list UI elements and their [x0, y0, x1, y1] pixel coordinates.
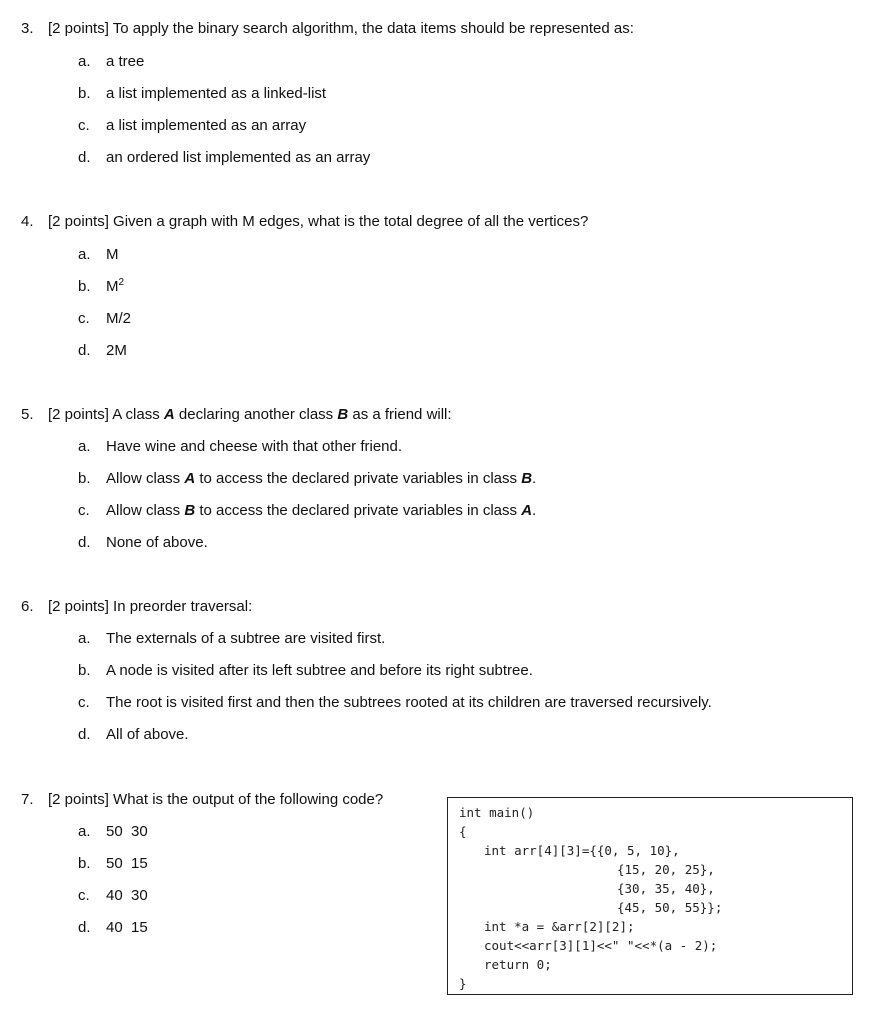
code-line: {15, 20, 25},: [617, 862, 715, 877]
code-line: }: [459, 976, 467, 991]
option-text: a list implemented as a linked-list: [106, 85, 327, 102]
code-line: {: [459, 824, 467, 839]
option-letter: d.: [78, 726, 91, 743]
option-letter: d.: [78, 342, 91, 359]
question-number: 6.: [21, 598, 34, 615]
question-7: [21, 790, 383, 810]
question-prompt: [2 points] To apply the binary search algorithm, the data items should be represented as:: [48, 20, 634, 37]
option-text: Allow class: [106, 470, 185, 487]
code-line: cout<<arr[3][1]<<" "<<*(a - 2);: [484, 938, 718, 953]
question-prompt: [2 points] What is the output of the following code?: [48, 791, 384, 808]
prompt-text: declaring another class: [174, 406, 338, 423]
superscript: 2: [118, 277, 125, 288]
option-5c[interactable]: [78, 501, 536, 521]
option-6a[interactable]: [78, 629, 385, 649]
code-line: {45, 50, 55}};: [617, 900, 723, 915]
option-7b[interactable]: [78, 854, 148, 874]
option-text: M/2: [106, 310, 132, 327]
code-box: [447, 797, 853, 995]
option-letter: c.: [78, 887, 90, 904]
option-4d[interactable]: [78, 341, 127, 361]
option-letter: c.: [78, 502, 90, 519]
class-name: A: [184, 470, 196, 487]
option-letter: d.: [78, 149, 91, 166]
option-letter: b.: [78, 855, 91, 872]
question-number: 7.: [21, 791, 34, 808]
prompt-text: [2 points] A class: [48, 406, 164, 423]
class-name: A: [163, 406, 175, 423]
option-letter: d.: [78, 919, 91, 936]
option-letter: a.: [78, 438, 91, 455]
option-text: a tree: [106, 53, 145, 70]
option-letter: b.: [78, 470, 91, 487]
option-5d[interactable]: [78, 533, 208, 553]
option-text: 40 30: [106, 887, 148, 904]
option-letter: d.: [78, 534, 91, 551]
option-6d[interactable]: [78, 725, 189, 745]
option-text: .: [532, 502, 537, 519]
option-letter: a.: [78, 630, 91, 647]
option-text: a list implemented as an array: [106, 117, 307, 134]
option-text: 2M: [106, 342, 127, 359]
option-3c[interactable]: [78, 116, 306, 136]
option-6b[interactable]: [78, 661, 533, 681]
option-4b[interactable]: [78, 277, 124, 297]
code-line: int arr[4][3]={{0, 5, 10},: [484, 843, 680, 858]
option-letter: c.: [78, 117, 90, 134]
class-name: B: [184, 502, 196, 519]
option-text: to access the declared private variables in class: [195, 502, 522, 519]
option-text: Have wine and cheese with that other friend.: [106, 438, 403, 455]
option-5b[interactable]: [78, 469, 536, 489]
code-line: int main(): [459, 805, 535, 820]
code-line: int *a = &arr[2][2];: [484, 919, 635, 934]
option-text: to access the declared private variables in class: [195, 470, 522, 487]
option-letter: a.: [78, 823, 91, 840]
option-text: All of above.: [106, 726, 189, 743]
question-prompt: [2 points] Given a graph with M edges, what is the total degree of all the vertices?: [48, 213, 589, 230]
code-line: {30, 35, 40},: [617, 881, 715, 896]
question-number: 4.: [21, 213, 34, 230]
option-letter: c.: [78, 310, 90, 327]
option-text: an ordered list implemented as an array: [106, 149, 371, 166]
question-4: [21, 212, 588, 232]
option-7c[interactable]: [78, 886, 148, 906]
question-5: [21, 405, 452, 425]
option-letter: a.: [78, 53, 91, 70]
option-text: 50 30: [106, 823, 148, 840]
option-5a[interactable]: [78, 437, 402, 457]
option-text: The externals of a subtree are visited first.: [106, 630, 386, 647]
option-4c[interactable]: [78, 309, 131, 329]
option-text: 50 15: [106, 855, 148, 872]
option-letter: b.: [78, 85, 91, 102]
question-3: [21, 19, 634, 39]
question-prompt: [2 points] In preorder traversal:: [48, 598, 253, 615]
option-text: A node is visited after its left subtree and before its right subtree.: [106, 662, 533, 679]
class-name: B: [521, 470, 533, 487]
option-letter: b.: [78, 662, 91, 679]
option-text: Allow class: [106, 502, 185, 519]
option-7a[interactable]: [78, 822, 148, 842]
code-line: return 0;: [484, 957, 552, 972]
option-text: None of above.: [106, 534, 208, 551]
class-name: A: [521, 502, 533, 519]
option-text: M: [106, 246, 119, 263]
option-3d[interactable]: [78, 148, 370, 168]
option-text: 40 15: [106, 919, 148, 936]
option-letter: a.: [78, 246, 91, 263]
prompt-text: as a friend will:: [348, 406, 452, 423]
question-6: [21, 597, 252, 617]
option-4a[interactable]: [78, 245, 119, 265]
question-number: 5.: [21, 406, 34, 423]
option-text: M: [106, 278, 119, 295]
option-3a[interactable]: [78, 52, 144, 72]
option-3b[interactable]: [78, 84, 326, 104]
option-6c[interactable]: [78, 693, 712, 713]
class-name: B: [337, 406, 349, 423]
option-text: .: [532, 470, 537, 487]
option-letter: c.: [78, 694, 90, 711]
question-number: 3.: [21, 20, 34, 37]
option-7d[interactable]: [78, 918, 148, 938]
option-letter: b.: [78, 278, 91, 295]
option-text: The root is visited first and then the subtrees rooted at its children are traversed recursively.: [106, 694, 712, 711]
